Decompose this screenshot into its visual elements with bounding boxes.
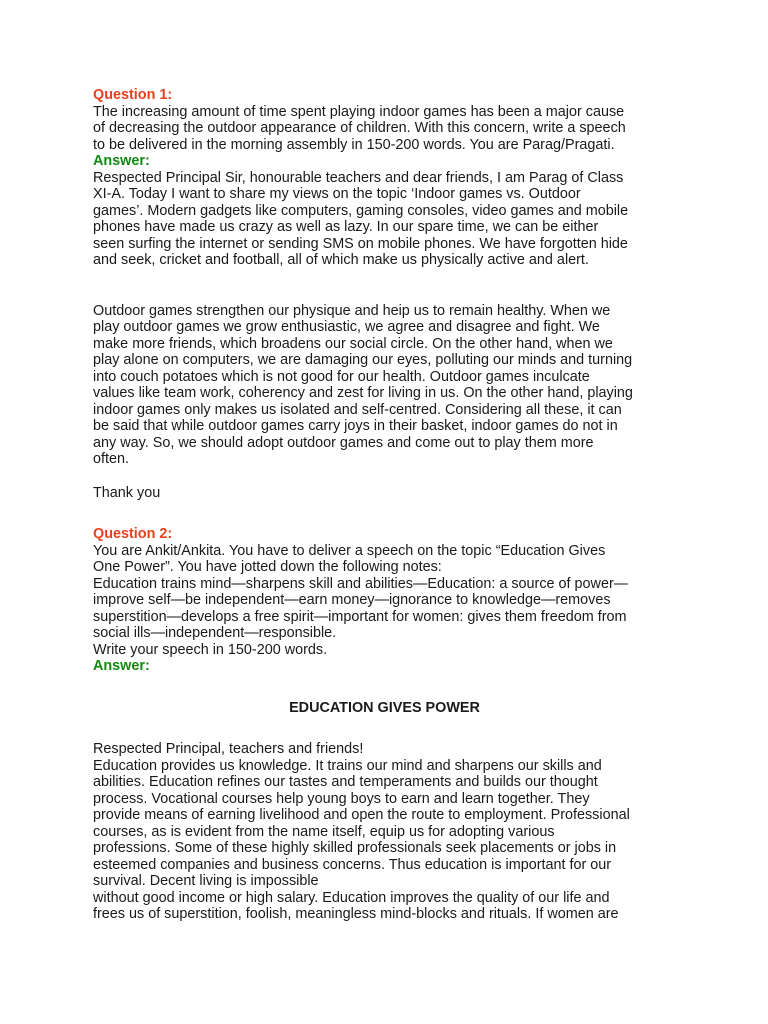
- question-1-line: of decreasing the outdoor appearance of children. With this concern, write a speech: [93, 120, 626, 136]
- answer-line: Education provides us knowledge. It trains our mind and sharpens our skills and: [93, 757, 602, 774]
- answer-line: survival. Decent living is impossible: [93, 873, 319, 889]
- question-2-line: You are Ankit/Ankita. You have to deliver a speech on the topic “Education Gives: [93, 542, 606, 559]
- answer-1-paragraph-2: [93, 303, 678, 468]
- answer-2-label: Answer:: [93, 658, 150, 674]
- paragraph-spacer: [93, 716, 678, 733]
- answer-line: values like team work, coherency and zest for living in us. On the other hand, playing: [93, 385, 633, 401]
- answer-line: without good income or high salary. Education improves the quality of our life and: [93, 889, 610, 906]
- answer-line: games’. Modern gadgets like computers, gaming consoles, video games and mobile: [93, 202, 629, 219]
- paragraph-spacer: [93, 501, 678, 518]
- answer-line: play alone on computers, we are damaging our eyes, polluting our minds and turning: [93, 352, 633, 368]
- answer-line: provide means of earning livelihood and open the route to employment. Professional: [93, 807, 630, 823]
- answer-1-label: Answer:: [93, 153, 150, 169]
- paragraph-spacer: [93, 286, 678, 303]
- paragraph-spacer: [93, 692, 678, 700]
- answer-line: esteemed companies and business concerns. Thus education is important for our: [93, 856, 612, 873]
- answer-line: XI-A. Today I want to share my views on the topic ‘Indoor games vs. Outdoor: [93, 186, 581, 202]
- answer-line: be said that while outdoor games carry joys in their basket, indoor games do not in: [93, 418, 618, 434]
- paragraph-spacer: [93, 518, 678, 526]
- question-2-line: improve self—be independent—earn money—ignorance to knowledge—removes: [93, 592, 611, 608]
- answer-1-paragraph-1: [93, 170, 678, 269]
- question-1-line: to be delivered in the morning assembly in 150-200 words. You are Parag/Pragati.: [93, 136, 615, 153]
- answer-line: indoor games only makes us isolated and self-centred. Considering all these, it can: [93, 401, 622, 418]
- question-2-line: Write your speech in 150-200 words.: [93, 641, 328, 658]
- answer-line: any way. So, we should adopt outdoor games and come out to play them more: [93, 434, 594, 451]
- question-1-text: [93, 104, 678, 154]
- answer-line: make more friends, which broadens our social circle. On the other hand, when we: [93, 335, 613, 352]
- answer-line: Outdoor games strengthen our physique and heip us to remain healthy. When we: [93, 302, 611, 319]
- answer-line: frees us of superstition, foolish, meaningless mind-blocks and rituals. If women are: [93, 906, 619, 922]
- paragraph-spacer: [93, 733, 678, 741]
- question-1-label: Question 1:: [93, 87, 173, 103]
- answer-line: and seek, cricket and football, all of which make us physically active and alert.: [93, 252, 589, 268]
- question-2-line: One Power”. You have jotted down the following notes:: [93, 559, 442, 575]
- answer-line: Respected Principal, teachers and friends!: [93, 741, 364, 757]
- question-1-line: The increasing amount of time spent playing indoor games has been a major cause: [93, 103, 625, 120]
- answer-line: abilities. Education refines our tastes and temperaments and builds our thought: [93, 774, 598, 790]
- paragraph-spacer: [93, 269, 678, 286]
- answer-line: into couch potatoes which is not good for our health. Outdoor games inculcate: [93, 368, 590, 385]
- document-page: [93, 87, 678, 923]
- answer-line: courses, as is evident from the name itself, equip us for adopting various: [93, 823, 555, 840]
- speech-heading: EDUCATION GIVES POWER: [289, 699, 480, 716]
- answer-line: phones have made us crazy as well as lazy. In our spare time, we can be either: [93, 219, 599, 235]
- paragraph-spacer: [93, 675, 678, 692]
- question-2-label: Question 2:: [93, 526, 173, 542]
- answer-line: seen surfing the internet or sending SMS on mobile phones. We have forgotten hide: [93, 235, 628, 252]
- question-2-line: superstition—develops a free spirit—important for women: gives them freedom from: [93, 608, 627, 625]
- question-2-text: [93, 543, 678, 659]
- answer-2-body: [93, 741, 678, 923]
- paragraph-spacer: [93, 468, 678, 485]
- answer-line: often.: [93, 451, 130, 467]
- question-2-line: Education trains mind—sharpens skill and abilities—Education: a source of power—: [93, 575, 629, 592]
- answer-line: process. Vocational courses help young boys to earn and learn together. They: [93, 790, 590, 807]
- answer-line: play outdoor games we grow enthusiastic, we agree and disagree and fight. We: [93, 319, 600, 335]
- answer-line: Respected Principal Sir, honourable teachers and dear friends, I am Parag of Class: [93, 169, 624, 186]
- question-2-line: social ills—independent—responsible.: [93, 625, 337, 641]
- answer-line: professions. Some of these highly skilled professionals seek placements or jobs in: [93, 840, 617, 856]
- closing-text: Thank you: [93, 484, 161, 501]
